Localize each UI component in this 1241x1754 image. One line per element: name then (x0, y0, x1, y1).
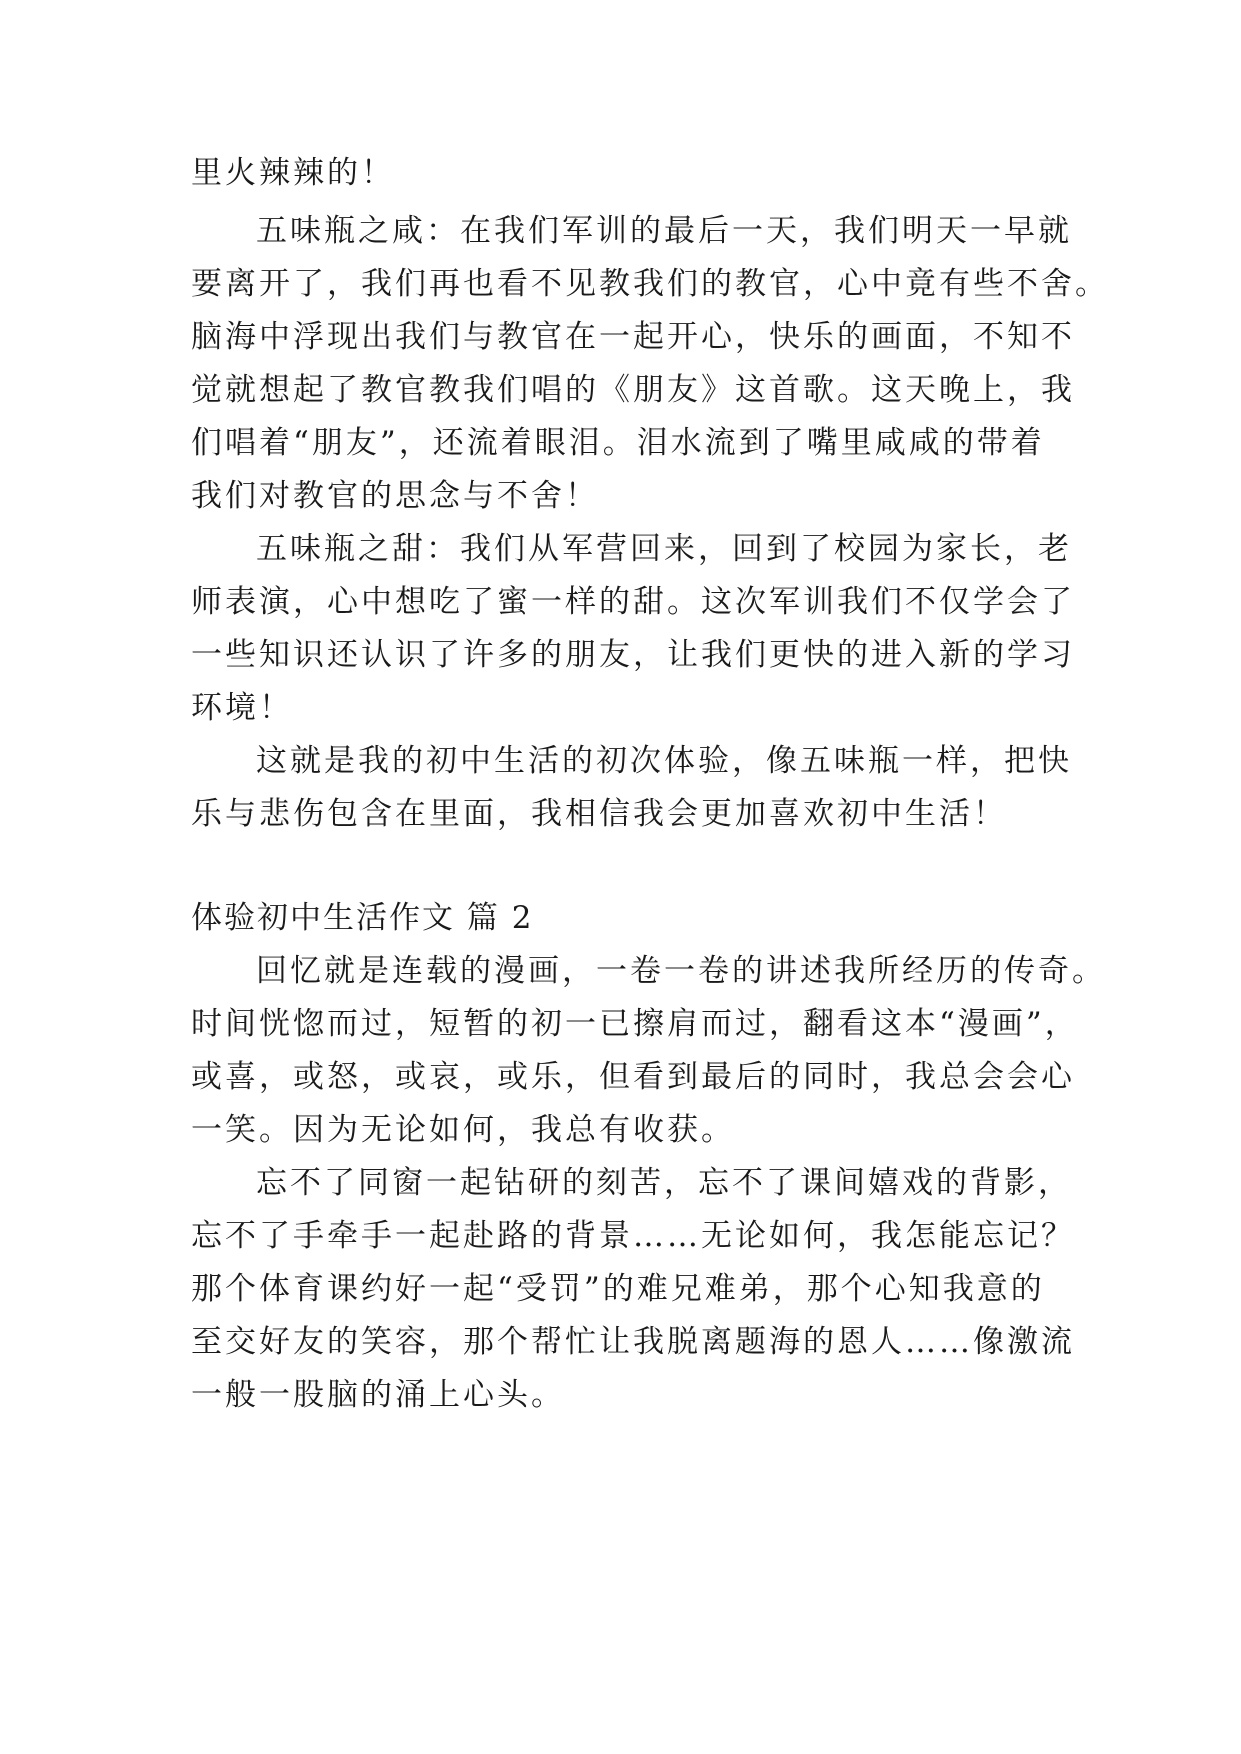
text-line: 至交好友的笑容，那个帮忙让我脱离题海的恩人……像激流 (191, 1324, 1075, 1360)
text-line: 环境！ (191, 690, 293, 726)
text-line: 要离开了，我们再也看不见教我们的教官，心中竟有些不舍。 (191, 266, 1109, 302)
text-line: 乐与悲伤包含在里面，我相信我会更加喜欢初中生活！ (191, 796, 1007, 832)
text-line: 里火辣辣的！ (191, 155, 395, 191)
paragraph-start-line: 忘不了同窗一起钻研的刻苦，忘不了课间嬉戏的背影， (256, 1165, 1072, 1201)
paragraph-start-line: 这就是我的初中生活的初次体验，像五味瓶一样，把快 (256, 743, 1072, 779)
text-line: 们唱着“朋友”，还流着眼泪。泪水流到了嘴里咸咸的带着 (191, 425, 1045, 461)
text-line: 那个体育课约好一起“受罚”的难兄难弟，那个心知我意的 (191, 1271, 1045, 1307)
text-line: 一般一股脑的涌上心头。 (191, 1377, 565, 1413)
text-line: 忘不了手牵手一起赴路的背景……无论如何，我怎能忘记？ (191, 1218, 1075, 1254)
section-heading: 体验初中生活作文 篇 2 (191, 900, 534, 936)
text-line: 时间恍惚而过，短暂的初一已擦肩而过，翻看这本“漫画”， (191, 1006, 1079, 1042)
paragraph-start-line: 五味瓶之咸：在我们军训的最后一天，我们明天一早就 (256, 213, 1072, 249)
text-line: 一些知识还认识了许多的朋友，让我们更快的进入新的学习 (191, 637, 1075, 673)
paragraph-start-line: 五味瓶之甜：我们从军营回来，回到了校园为家长，老 (256, 531, 1072, 567)
text-line: 脑海中浮现出我们与教官在一起开心，快乐的画面，不知不 (191, 319, 1075, 355)
text-line: 师表演，心中想吃了蜜一样的甜。这次军训我们不仅学会了 (191, 584, 1075, 620)
text-line: 一笑。因为无论如何，我总有收获。 (191, 1112, 735, 1148)
paragraph-start-line: 回忆就是连载的漫画，一卷一卷的讲述我所经历的传奇。 (256, 953, 1106, 989)
text-line: 我们对教官的思念与不舍！ (191, 478, 599, 514)
text-line: 觉就想起了教官教我们唱的《朋友》这首歌。这天晚上，我 (191, 372, 1075, 408)
text-line: 或喜，或怒，或哀，或乐，但看到最后的同时，我总会会心 (191, 1059, 1075, 1095)
